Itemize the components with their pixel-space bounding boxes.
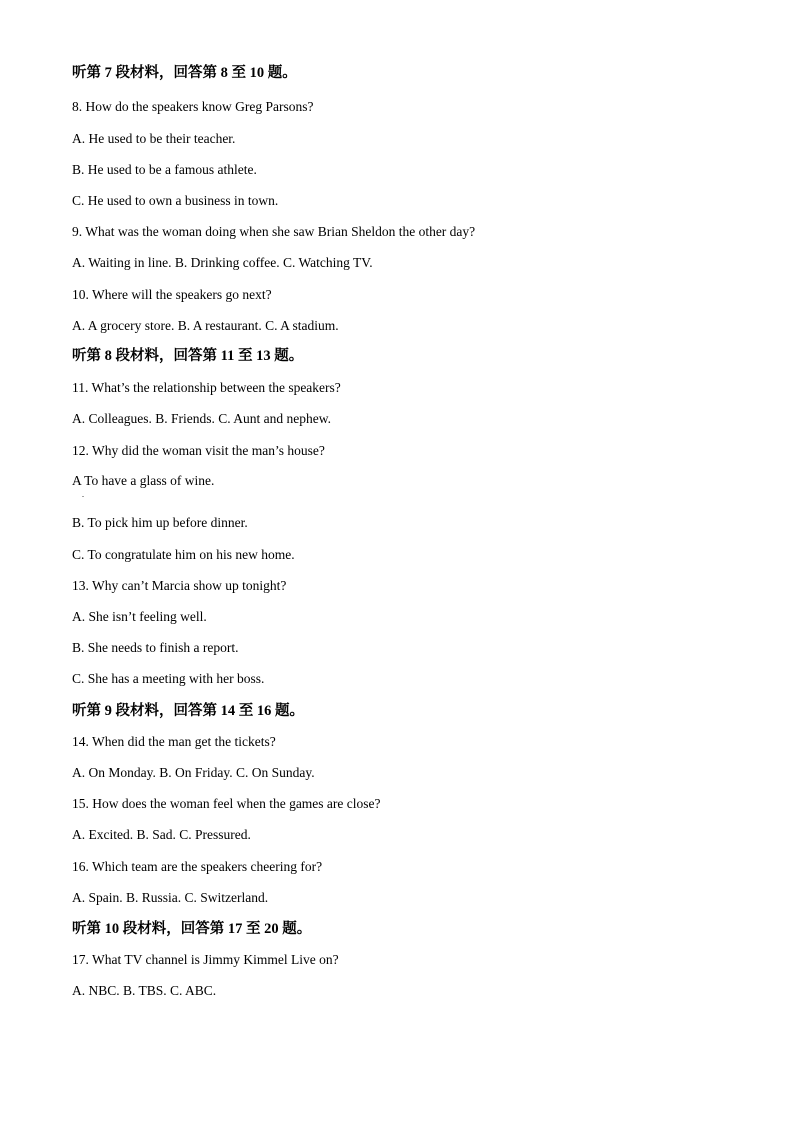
question-10: 10. Where will the speakers go next? (72, 287, 272, 302)
options-14: A. On Monday. B. On Friday. C. On Sunday. (72, 765, 315, 780)
option-13a: A. She isn’t feeling well. (72, 609, 207, 624)
section-heading-10: 听第 10 段材料，回答第 17 至 20 题。 (72, 921, 312, 937)
question-16: 16. Which team are the speakers cheering for? (72, 859, 323, 874)
options-17: A. NBC. B. TBS. C. ABC. (72, 983, 217, 998)
options-11: A. Colleagues. B. Friends. C. Aunt and nephew. (72, 411, 331, 426)
option-13c: C. She has a meeting with her boss. (72, 671, 265, 686)
option-12a (72, 472, 215, 499)
options-9: A. Waiting in line. B. Drinking coffee. C. Watching TV. (72, 255, 373, 270)
question-15: 15. How does the woman feel when the games are close? (72, 796, 381, 811)
option-12b: B. To pick him up before dinner. (72, 515, 248, 530)
section-heading-7: 听第 7 段材料，回答第 8 至 10 题。 (72, 65, 297, 81)
option-12a-text: A To have a glass of wine. (72, 473, 215, 488)
question-12: 12. Why did the woman visit the man’s house? (72, 443, 325, 458)
question-13: 13. Why can’t Marcia show up tonight? (72, 578, 287, 593)
question-14: 14. When did the man get the tickets? (72, 734, 276, 749)
option-8b: B. He used to be a famous athlete. (72, 162, 257, 177)
option-12c: C. To congratulate him on his new home. (72, 547, 295, 562)
section-heading-9: 听第 9 段材料，回答第 14 至 16 题。 (72, 703, 304, 719)
options-16: A. Spain. B. Russia. C. Switzerland. (72, 890, 269, 905)
options-10: A. A grocery store. B. A restaurant. C. A stadium. (72, 318, 339, 333)
option-8c: C. He used to own a business in town. (72, 193, 279, 208)
question-9: 9. What was the woman doing when she saw Brian Sheldon the other day? (72, 224, 476, 239)
question-11: 11. What’s the relationship between the speakers? (72, 380, 341, 395)
option-8a: A. He used to be their teacher. (72, 131, 236, 146)
option-12a-mark: . (82, 490, 84, 499)
option-13b: B. She needs to finish a report. (72, 640, 239, 655)
options-15: A. Excited. B. Sad. C. Pressured. (72, 827, 251, 842)
section-heading-8: 听第 8 段材料，回答第 11 至 13 题。 (72, 348, 304, 364)
question-17: 17. What TV channel is Jimmy Kimmel Live on? (72, 952, 339, 967)
question-8: 8. How do the speakers know Greg Parsons? (72, 99, 314, 114)
